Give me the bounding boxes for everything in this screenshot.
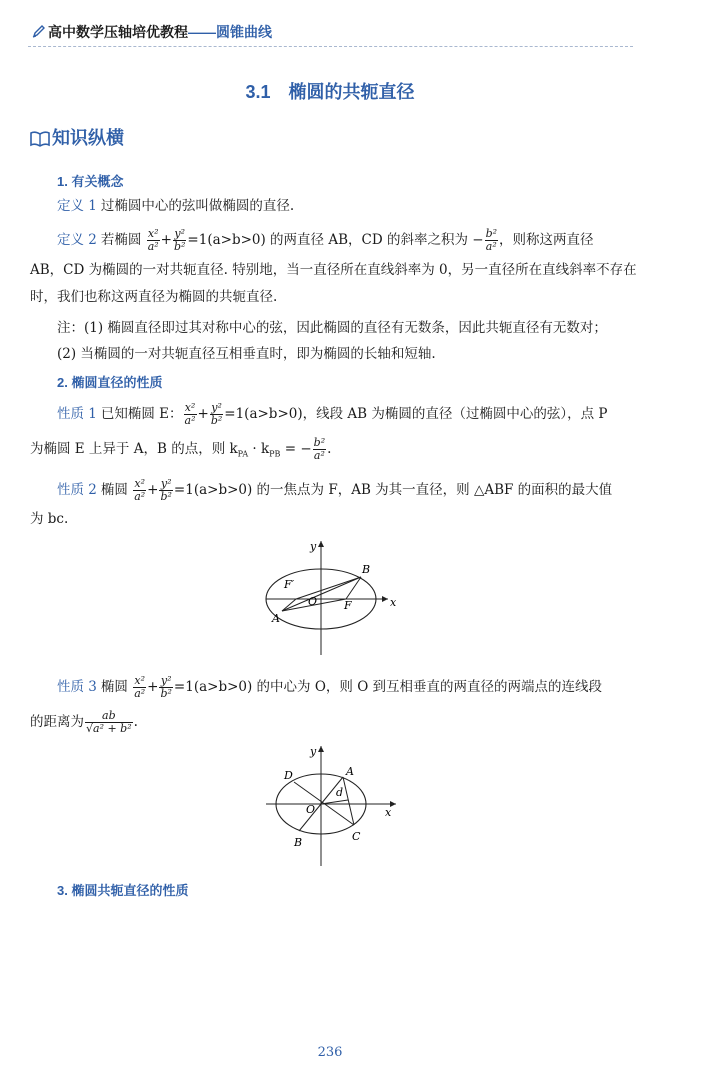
fraction-y2-b2: $\frac{\text{y²}}{\text{b²}}$ [160, 674, 172, 700]
definition-2-text-b: =1(a>b>0) 的两直径 AB，CD 的斜率之积为 − [187, 232, 484, 248]
definition-1 [57, 196, 640, 216]
property-1-text-c: 为椭圆 E 上异于 A，B 的点，则 k [30, 441, 238, 457]
subheading-conjugate-properties: 3. 椭圆共轭直径的性质 [57, 883, 189, 898]
plus-sign: + [160, 232, 172, 248]
label-x: x [385, 806, 392, 819]
label-x: x [390, 596, 397, 609]
fraction-x2-a2: $\frac{\text{x²}}{\text{a²}}$ [134, 477, 146, 503]
label-y: y [310, 540, 317, 553]
label-o: O [306, 803, 316, 816]
knowledge-heading [30, 124, 124, 150]
definition-2-text-c: ，则称这两直径 [499, 232, 594, 248]
property-3-line-1 [57, 675, 640, 700]
property-1-text-b: =1(a>b>0)，线段 AB 为椭圆的直径（过椭圆中心的弦），点 P [224, 406, 608, 422]
property-1-line-1 [57, 402, 640, 427]
label-f1: F′ [284, 578, 295, 591]
label-distance: d [336, 786, 344, 799]
subheading-diameter-properties: 2. 椭圆直径的性质 [57, 375, 163, 390]
subscript-pa: PA [237, 449, 249, 459]
label-y: y [310, 745, 317, 758]
running-header [28, 18, 633, 47]
definition-2-line-1 [57, 228, 640, 253]
equals-minus: = − [280, 441, 312, 457]
definition-1-label: 定义 1 [57, 198, 97, 214]
fraction-b2-a2: $\frac{\text{b²}}{\text{a²}}$ [313, 436, 326, 462]
definition-2-text-a: 若椭圆 [100, 232, 142, 248]
subscript-pb: PB [269, 449, 281, 459]
note-1: 注：(1) 椭圆直径即过其对称中心的弦，因此椭圆的直径有无数条，因此共轭直径有无数对； [57, 320, 607, 336]
fraction-distance: $\frac{ab}{\text{√a² + b²}}$ [86, 709, 132, 735]
plus-sign: + [197, 406, 209, 422]
header-text [48, 22, 272, 42]
property-3-text-b: =1(a>b>0) 的中心为 O，则 O 到互相垂直的两直径的两端点的连线段 [173, 679, 603, 695]
label-b: B [362, 563, 371, 576]
fraction-b2-a2: $\frac{\text{b²}}{\text{a²}}$ [485, 227, 498, 253]
definition-2-line-2: AB，CD 为椭圆的一对共轭直径. 特别地，当一直径所在直线斜率为 0，另一直径所在直线斜率不存在 [30, 262, 637, 278]
label-a: A [346, 765, 354, 778]
label-o: O [308, 595, 318, 608]
label-a: A [272, 612, 280, 625]
ellipse-diagram-focus [258, 535, 408, 660]
property-2-text-a: 椭圆 [100, 482, 128, 498]
property-2-line-1 [57, 478, 640, 503]
property-2-label: 性质 2 [57, 482, 97, 498]
subheading-concepts: 1. 有关概念 [57, 174, 124, 189]
page-number: 236 [317, 1045, 343, 1060]
plus-sign: + [147, 679, 159, 695]
property-2-text-b: =1(a>b>0) 的一焦点为 F，AB 为其一直径，则 △ABF 的面积的最大值 [173, 482, 613, 498]
property-1-label: 性质 1 [57, 406, 97, 422]
fraction-y2-b2: $\frac{\text{y²}}{\text{b²}}$ [173, 227, 186, 253]
open-book-icon [30, 131, 50, 147]
fraction-x2-a2: $\frac{\text{x²}}{\text{a²}}$ [134, 674, 146, 700]
property-3-text-a: 椭圆 [100, 679, 128, 695]
product-dot: · k [248, 441, 270, 457]
label-f: F [344, 599, 352, 612]
definition-2-line-3: 时，我们也称这两直径为椭圆的共轭直径. [30, 289, 278, 305]
pencil-icon [32, 24, 46, 38]
property-1-line-2: 为椭圆 E 上异于 A，B 的点，则 $k_{PA} \cdot k_{PB}$ = − $\frac{\text{b²}}{\text{a²}}$ . [30, 436, 332, 462]
fraction-x2-a2: $\frac{\text{x²}}{\text{a²}}$ [147, 227, 159, 253]
ellipse-diagram-perpendicular [262, 740, 407, 870]
definition-1-text: 过椭圆中心的弦叫做椭圆的直径. [100, 198, 295, 214]
x-axis-arrow [382, 596, 388, 602]
fraction-x2-a2: $\frac{\text{x²}}{\text{a²}}$ [184, 401, 196, 427]
label-c: C [352, 830, 361, 843]
distance-d [321, 800, 348, 804]
property-3-text-c: 的距离为 [30, 714, 84, 730]
period: . [133, 714, 138, 730]
definition-2-label: 定义 2 [57, 232, 97, 248]
y-axis-arrow [318, 746, 324, 752]
property-3-line-2 [30, 710, 640, 735]
segment-f1b [296, 577, 361, 599]
note-2: (2) 当椭圆的一对共轭直径互相垂直时，即为椭圆的长轴和短轴. [57, 346, 436, 362]
header-dash: —— [188, 24, 216, 40]
fraction-y2-b2: $\frac{\text{y²}}{\text{b²}}$ [160, 477, 172, 503]
y-axis-arrow [318, 541, 324, 547]
label-b: B [294, 836, 303, 849]
property-3-label: 性质 3 [57, 679, 97, 695]
property-2-line-2: 为 bc. [30, 511, 69, 527]
property-1-text-a: 已知椭圆 E： [100, 406, 183, 422]
book-title: 高中数学压轴培优教程 [48, 24, 188, 40]
label-d: D [284, 769, 293, 782]
fraction-y2-b2: $\frac{\text{y²}}{\text{b²}}$ [210, 401, 223, 427]
section-title: 3.1 椭圆的共轭直径 [245, 82, 415, 102]
chapter-title: 圆锥曲线 [216, 24, 272, 40]
knowledge-heading-text: 知识纵横 [52, 128, 124, 148]
plus-sign: + [147, 482, 159, 498]
